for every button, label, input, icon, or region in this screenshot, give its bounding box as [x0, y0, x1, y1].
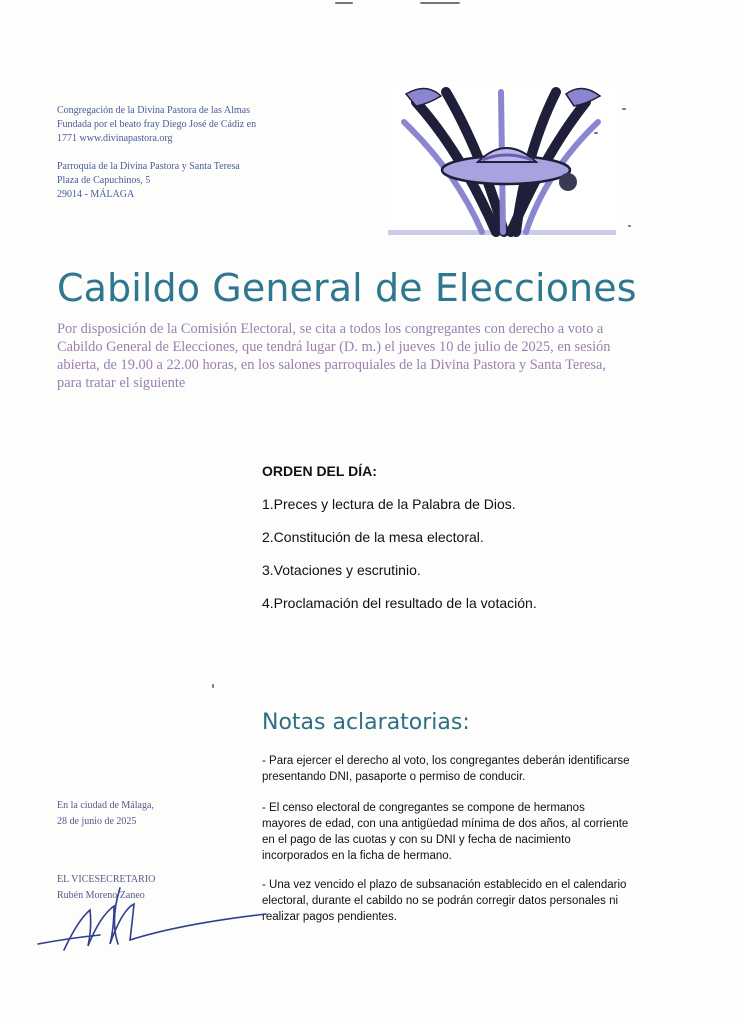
signer-name: Rubén Moreno Zaneo [57, 890, 145, 901]
place-line: En la ciudad de Málaga, [57, 800, 154, 811]
signer-role: EL VICESECRETARIO [57, 874, 156, 885]
page-title: Cabildo General de Elecciones [57, 266, 637, 310]
scan-speck [212, 684, 214, 688]
parish-address-line: Plaza de Capuchinos, 5 [57, 175, 151, 186]
agenda-heading: ORDEN DEL DÍA: [262, 463, 377, 479]
scan-speck [628, 225, 631, 227]
date-line: 28 de junio de 2025 [57, 816, 137, 827]
intro-paragraph: Por disposición de la Comisión Electoral, se cita a todos los congregantes con derecho a voto a Cabildo General de Elecciones, que tendrá lugar (D. m.) el jueves 10 de julio de 2025, en sesión abierta, de 19.00 a 22.00 horas, en los salones parroquiales de la Divina Pastora y Santa Teresa, para tratar el siguiente [57, 321, 611, 391]
parish-city-line: 29014 - MÁLAGA [57, 189, 135, 200]
scan-speck [335, 2, 353, 4]
scan-speck [594, 132, 598, 134]
org-name-line: Congregación de la Divina Pastora de las Almas [57, 105, 251, 116]
notes-heading: Notas aclaratorias: [262, 710, 470, 735]
parish-name-line: Parroquia de la Divina Pastora y Santa Teresa [57, 161, 240, 172]
note-item: - Para ejercer el derecho al voto, los congregantes deberán identificarse presentando DNI, pasaporte o permiso de conducir. [262, 755, 630, 783]
handwritten-signature [30, 880, 270, 960]
org-founded-line: Fundada por el beato fray Diego José de Cádiz en [57, 119, 257, 130]
scan-speck [622, 108, 626, 110]
agenda-item: 2.Constitución de la mesa electoral. [262, 529, 484, 545]
scan-speck [420, 2, 460, 4]
agenda-item: 1.Preces y lectura de la Palabra de Dios. [262, 496, 516, 512]
org-website-line: 1771 www.divinapastora.org [57, 133, 173, 144]
note-item: - El censo electoral de congregantes se compone de hermanos mayores de edad, con una antigüedad mínima de dos años, al corriente en el pago de las cuotas y con su DNI y fecha de nacimiento incorporados en la ficha de hermano. [262, 802, 629, 862]
agenda-item: 4.Proclamación del resultado de la votación. [262, 595, 537, 611]
agenda-item: 3.Votaciones y escrutinio. [262, 562, 421, 578]
note-item: - Una vez vencido el plazo de subsanación establecido en el calendario electoral, durante el cabildo no se podrán corregir datos personales ni realizar pagos pendientes. [262, 879, 627, 923]
header-address-block [57, 104, 256, 202]
place-date-block [57, 798, 154, 830]
divina-pastora-emblem-icon [386, 82, 618, 237]
